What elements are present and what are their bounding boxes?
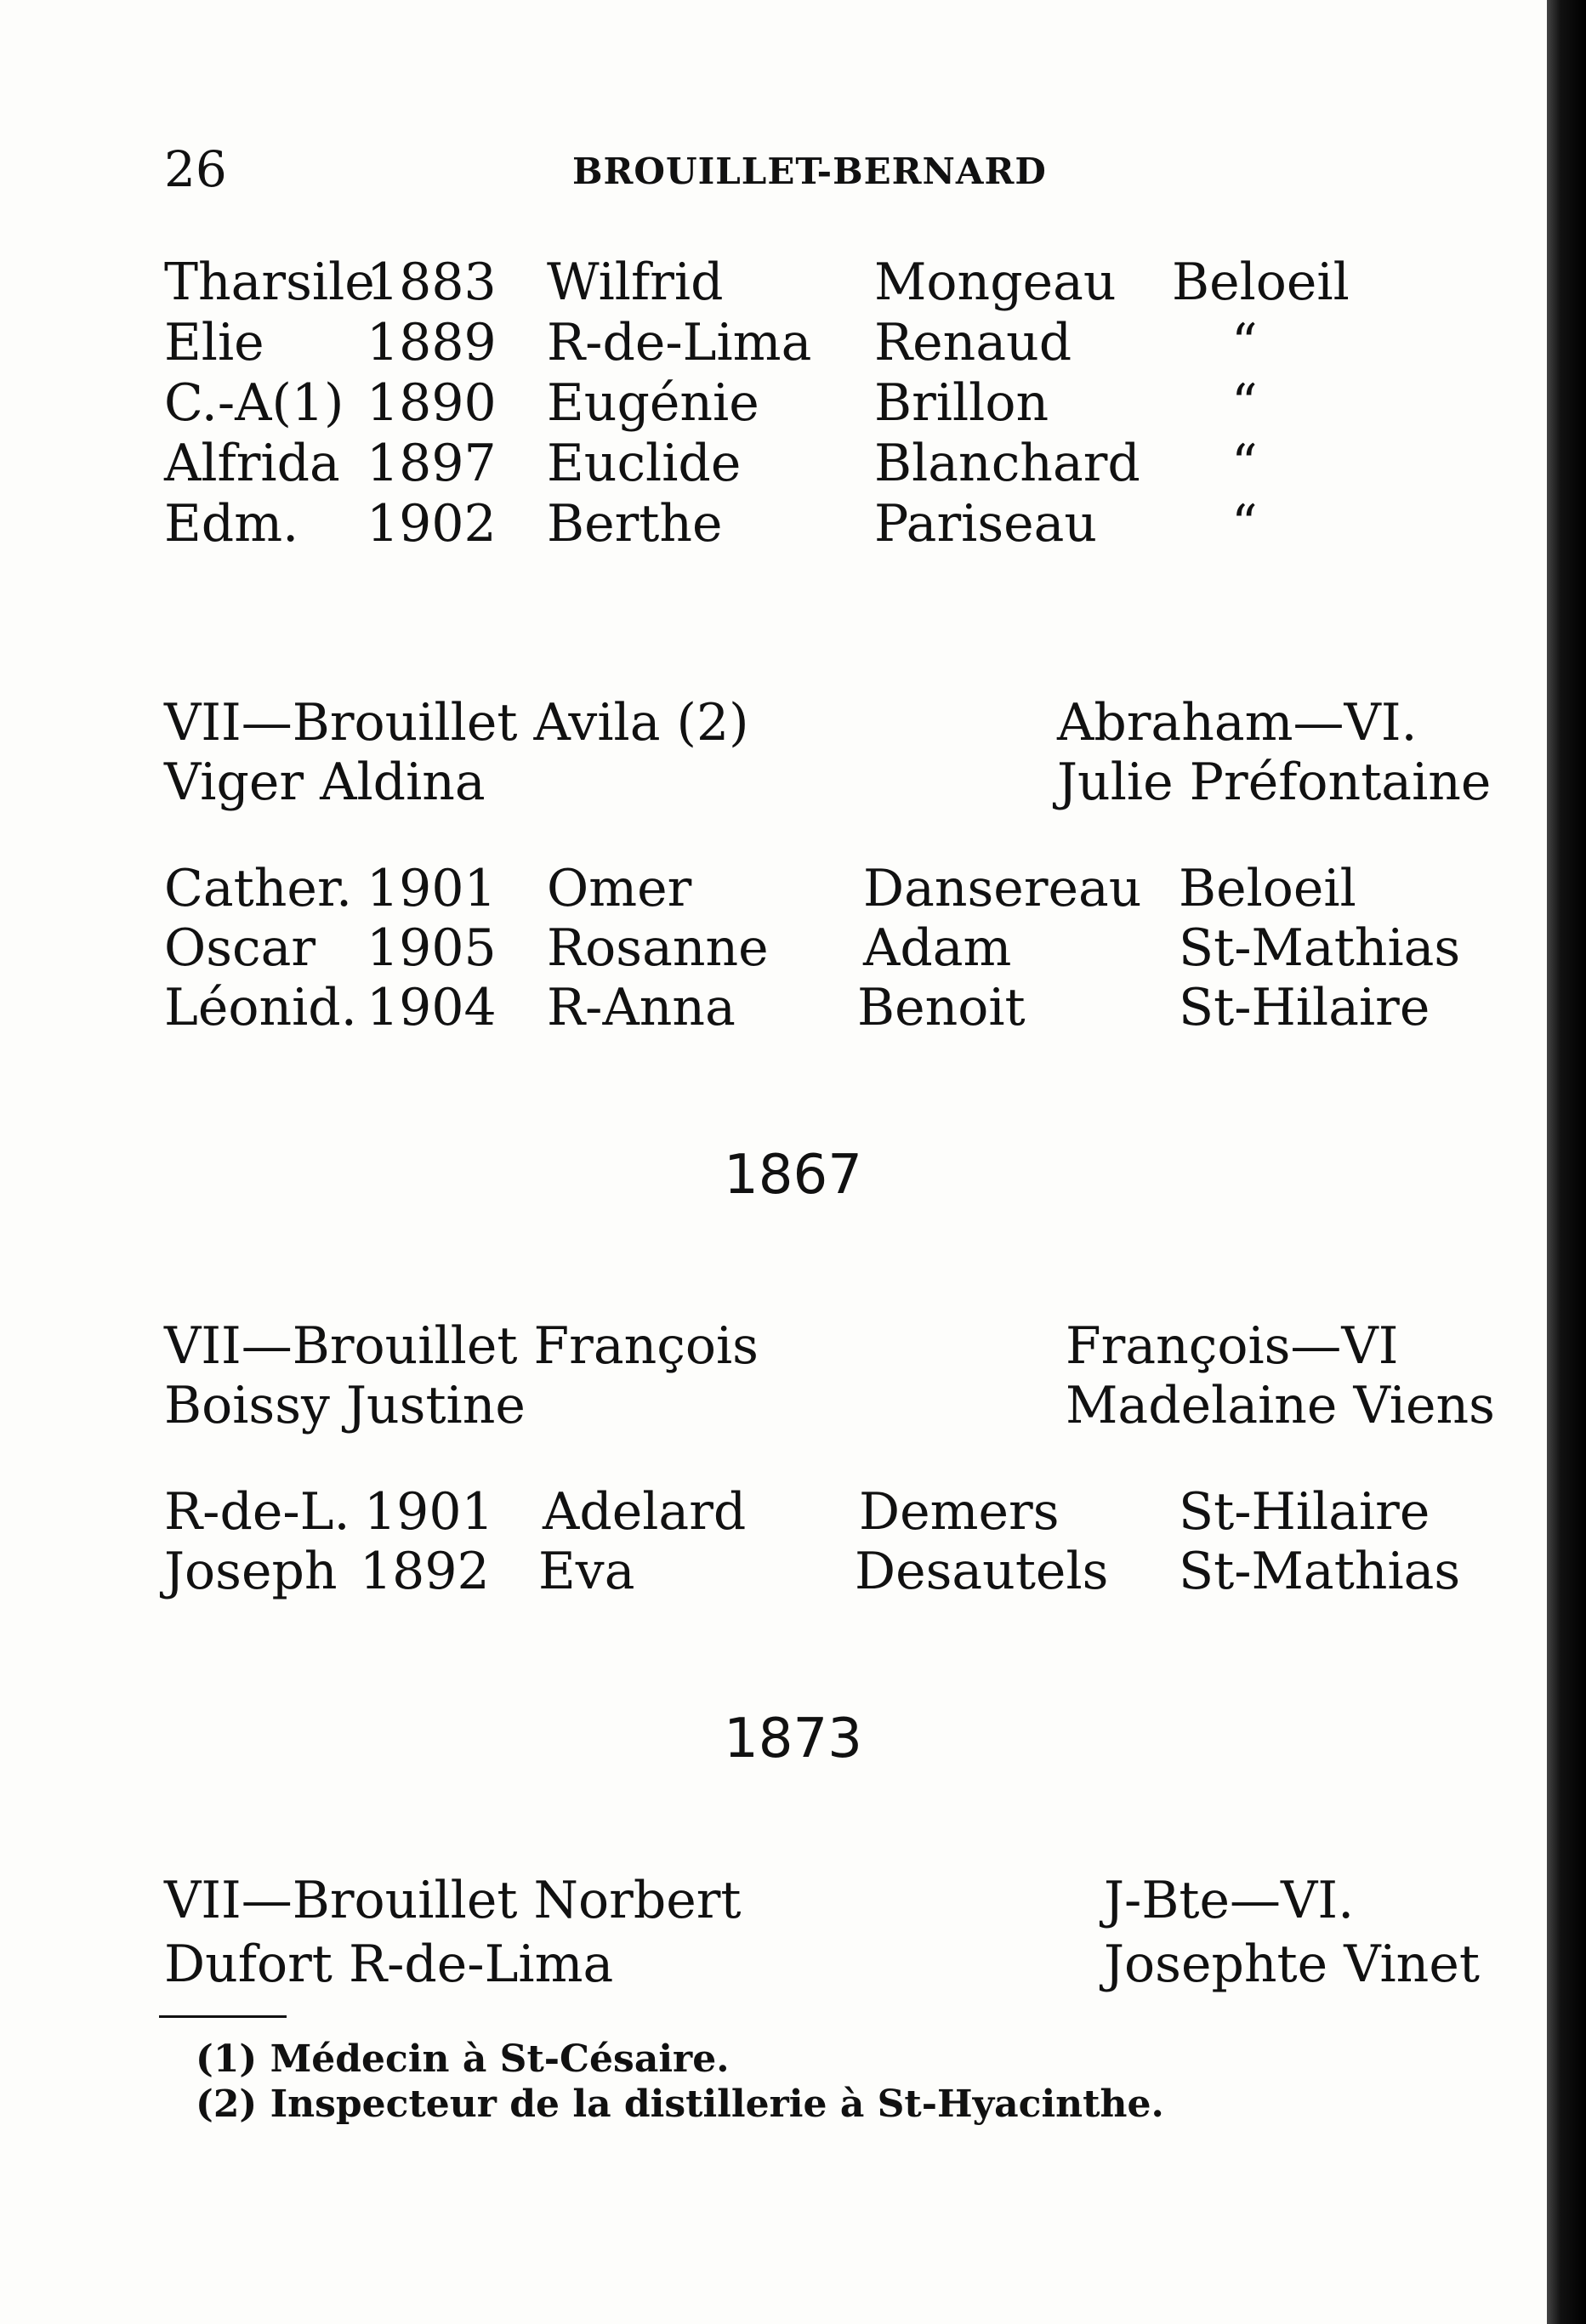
spouse-surname: Brillon — [874, 373, 1049, 433]
child-name: Cather. — [164, 859, 353, 918]
parish-ditto-mark: “ — [1231, 494, 1258, 554]
husband-line: VII—Brouillet François — [164, 1316, 759, 1376]
table-row — [164, 313, 1491, 372]
wife-line: Boissy Justine — [164, 1376, 526, 1435]
spouse-first-name: Adelard — [543, 1482, 747, 1542]
couple-heading — [164, 1376, 1495, 1435]
spouse-first-name: Euclide — [547, 434, 742, 493]
parish: St-Mathias — [1179, 1542, 1461, 1601]
mother-line: Madelaine Viens — [1066, 1376, 1495, 1435]
spouse-surname: Dansereau — [863, 859, 1142, 918]
couple-heading — [164, 1871, 1491, 1930]
child-name: Edm. — [164, 494, 299, 554]
marriage-year: 1902 — [367, 494, 497, 554]
father-line: Abraham—VI. — [1057, 693, 1418, 753]
parish-ditto-mark: “ — [1231, 434, 1258, 493]
table-row — [164, 1542, 1491, 1601]
table-row — [164, 434, 1491, 493]
table-row — [164, 494, 1491, 554]
spouse-surname: Adam — [863, 918, 1012, 978]
year-heading: 1873 — [724, 1707, 862, 1770]
footnote-rule — [159, 2015, 287, 2018]
marriage-year: 1889 — [367, 313, 497, 372]
spouse-first-name: Rosanne — [547, 918, 769, 978]
marriage-year: 1883 — [367, 253, 497, 312]
spouse-first-name: R-Anna — [547, 978, 736, 1037]
father-line: François—VI — [1066, 1316, 1399, 1376]
parish: St-Mathias — [1179, 918, 1461, 978]
page-number: 26 — [164, 140, 227, 198]
table-row — [164, 1482, 1491, 1542]
table-row — [164, 978, 1491, 1037]
spouse-surname: Pariseau — [874, 494, 1098, 554]
marriage-year: 1905 — [367, 918, 497, 978]
child-name: Alfrida — [164, 434, 340, 493]
child-name: Joseph — [164, 1542, 338, 1601]
marriage-year: 1901 — [367, 859, 497, 918]
wife-line: Viger Aldina — [164, 753, 486, 812]
spouse-surname: Benoit — [857, 978, 1026, 1037]
spouse-first-name: Wilfrid — [547, 253, 724, 312]
husband-line: VII—Brouillet Avila (2) — [164, 693, 749, 753]
parish: St-Hilaire — [1179, 978, 1430, 1037]
spouse-surname: Mongeau — [874, 253, 1117, 312]
page-header — [164, 140, 1423, 200]
table-row — [164, 373, 1491, 433]
spouse-surname: Renaud — [874, 313, 1072, 372]
wife-line: Dufort R-de-Lima — [164, 1935, 614, 1994]
table-row — [164, 253, 1491, 312]
table-row — [164, 859, 1491, 918]
spouse-first-name: Omer — [547, 859, 692, 918]
mother-line: Julie Préfontaine — [1057, 753, 1492, 812]
child-name: Oscar — [164, 918, 316, 978]
spouse-surname: Blanchard — [874, 434, 1140, 493]
year-heading: 1867 — [724, 1144, 862, 1207]
couple-heading — [164, 753, 1491, 812]
child-name: Tharsile — [164, 253, 375, 312]
marriage-year: 1890 — [367, 373, 497, 433]
table-row — [164, 918, 1491, 978]
parish-ditto-mark: “ — [1231, 373, 1258, 433]
footnote-1: (1) Médecin à St-Césaire. — [196, 2037, 730, 2081]
parish-ditto-mark: “ — [1231, 313, 1258, 372]
husband-line: VII—Brouillet Norbert — [164, 1871, 742, 1930]
couple-heading — [164, 693, 1491, 753]
child-name: Léonid. — [164, 978, 357, 1037]
spouse-first-name: Eugénie — [547, 373, 759, 433]
footnote-2: (2) Inspecteur de la distillerie à St-Hyacinthe. — [196, 2083, 1164, 2126]
spouse-first-name: R-de-Lima — [547, 313, 812, 372]
marriage-year: 1901 — [364, 1482, 494, 1542]
child-name: Elie — [164, 313, 264, 372]
marriage-year: 1897 — [367, 434, 497, 493]
marriage-year: 1892 — [360, 1542, 490, 1601]
parish: St-Hilaire — [1179, 1482, 1430, 1542]
couple-heading — [164, 1316, 1491, 1376]
mother-line: Josephte Vinet — [1104, 1935, 1480, 1994]
parish: Beloeil — [1172, 253, 1350, 312]
spouse-surname: Demers — [859, 1482, 1060, 1542]
couple-heading — [164, 1935, 1491, 1994]
running-title: BROUILLET-BERNARD — [572, 151, 1047, 192]
parish: Beloeil — [1179, 859, 1356, 918]
marriage-year: 1904 — [367, 978, 497, 1037]
spouse-first-name: Berthe — [547, 494, 723, 554]
father-line: J-Bte—VI. — [1104, 1871, 1355, 1930]
spouse-first-name: Eva — [538, 1542, 635, 1601]
child-name: R-de-L. — [164, 1482, 350, 1542]
child-name: C.-A(1) — [164, 373, 344, 433]
spouse-surname: Desautels — [855, 1542, 1109, 1601]
